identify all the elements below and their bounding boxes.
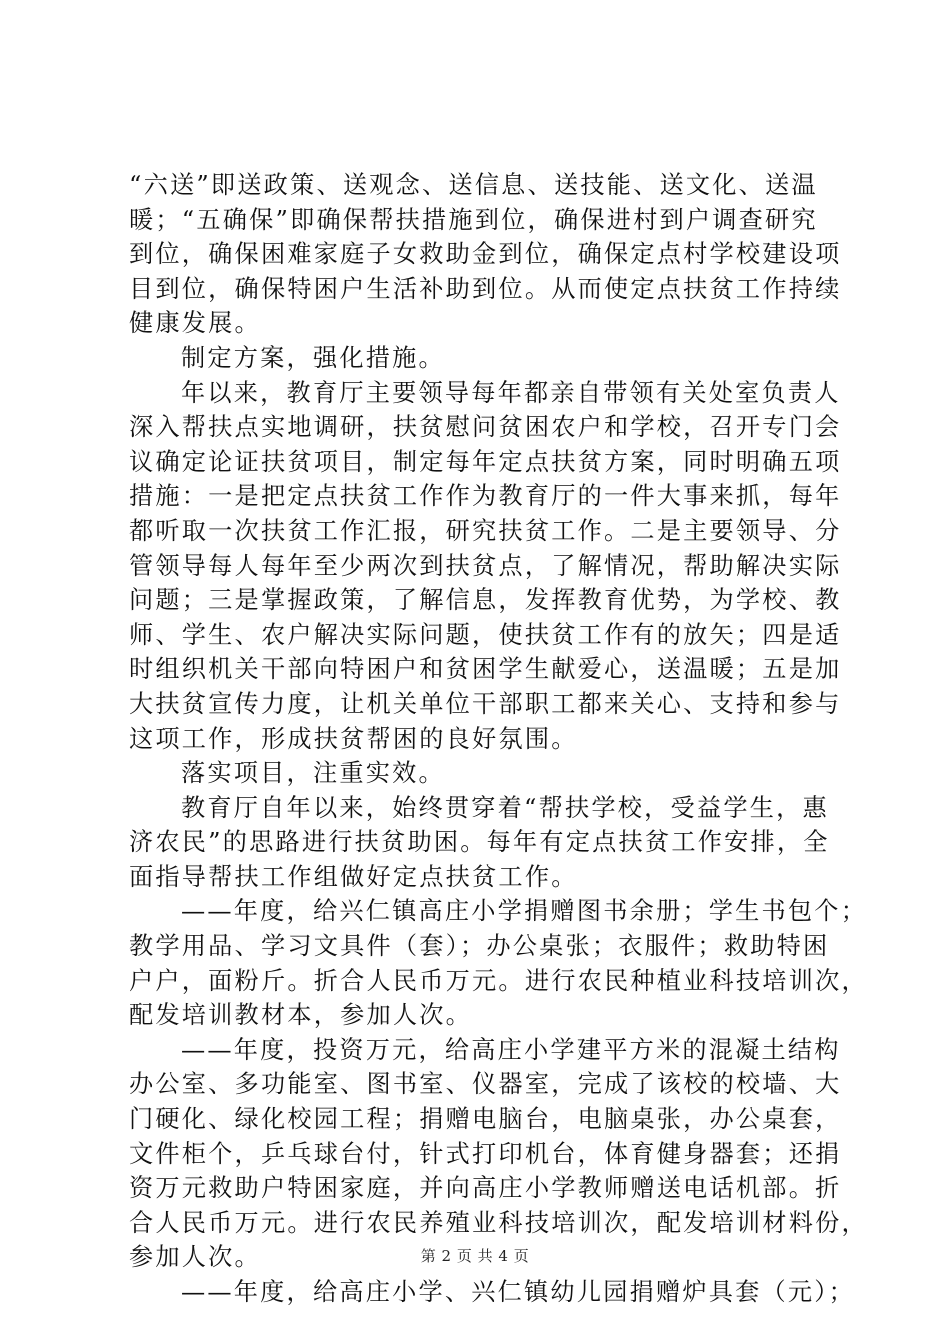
text-line: 面指导帮扶工作组做好定点扶贫工作。 [129, 862, 578, 891]
text-line: 时组织机关干部向特困户和贫困学生献爱心，送温暖；五是加 [129, 655, 842, 684]
text-line: 办公室、多功能室、图书室、仪器室，完成了该校的校墙、大 [129, 1070, 842, 1099]
text-line: 制定方案，强化措施。 [181, 343, 445, 372]
text-line: 深入帮扶点实地调研，扶贫慰问贫困农户和学校，召开专门会 [129, 413, 842, 442]
text-line: 到位，确保困难家庭子女救助金到位，确保定点村学校建设项 [129, 240, 842, 269]
text-line: 济农民”的思路进行扶贫助困。每年有定点扶贫工作安排，全 [129, 828, 830, 857]
text-line: 管领导每人每年至少两次到扶贫点，了解情况，帮助解决实际 [129, 551, 842, 580]
text-line: 措施：一是把定点扶贫工作作为教育厅的一件大事来抓，每年 [129, 482, 842, 511]
text-line: 年以来，教育厅主要领导每年都亲自带领有关处室负责人 [181, 378, 841, 407]
text-line: 户户，面粉斤。折合人民币万元。进行农民种植业科技培训次， [129, 966, 868, 995]
text-line: ——年度，给兴仁镇高庄小学捐赠图书余册；学生书包个； [181, 897, 868, 926]
text-line: 文件柜个，乒乓球台付，针式打印机台，体育健身器套；还捐 [129, 1139, 842, 1168]
text-line: 大扶贫宣传力度，让机关单位干部职工都来关心、支持和参与 [129, 689, 842, 718]
text-line: 配发培训教材本，参加人次。 [129, 1001, 473, 1030]
text-line: 门硬化、绿化校园工程；捐赠电脑台，电脑桌张，办公桌套， [129, 1105, 842, 1134]
text-line: “六送”即送政策、送观念、送信息、送技能、送文化、送温 [129, 171, 818, 199]
text-line: 合人民币万元。进行农民养殖业科技培训次，配发培训材料份， [129, 1208, 868, 1237]
text-line: 都听取一次扶贫工作汇报，研究扶贫工作。二是主要领导、分 [129, 516, 842, 545]
text-line: 问题；三是掌握政策，了解信息，发挥教育优势，为学校、教 [129, 586, 842, 615]
page-footer: 第 2 页 共 4 页 [420, 1247, 530, 1265]
text-line: 目到位，确保特困户生活补助到位。从而使定点扶贫工作持续 [129, 274, 842, 303]
document-body [129, 168, 868, 1310]
text-line: 暖；“五确保”即确保帮扶措施到位，确保进村到户调查研究 [129, 205, 818, 234]
text-line: 教学用品、学习文具件（套）；办公桌张；衣服件；救助特困 [129, 932, 830, 961]
text-line: 落实项目，注重实效。 [181, 759, 445, 788]
text-line: 健康发展。 [129, 309, 261, 338]
text-line: 师、学生、农户解决实际问题，使扶贫工作有的放矢；四是适 [129, 620, 842, 649]
text-line: 参加人次。 [129, 1243, 261, 1272]
text-line: 议确定论证扶贫项目，制定每年定点扶贫方案，同时明确五项 [129, 447, 842, 476]
text-line: 资万元救助户特困家庭，并向高庄小学教师赠送电话机部。折 [129, 1174, 842, 1203]
text-line: ——年度，给高庄小学、兴仁镇幼儿园捐赠炉具套（元）； [181, 1278, 855, 1306]
text-line: 这项工作，形成扶贫帮困的良好氛围。 [129, 724, 578, 753]
text-line: ——年度，投资万元，给高庄小学建平方米的混凝土结构 [181, 1035, 841, 1064]
text-line: 教育厅自年以来，始终贯穿着“帮扶学校，受益学生，惠 [181, 793, 829, 822]
